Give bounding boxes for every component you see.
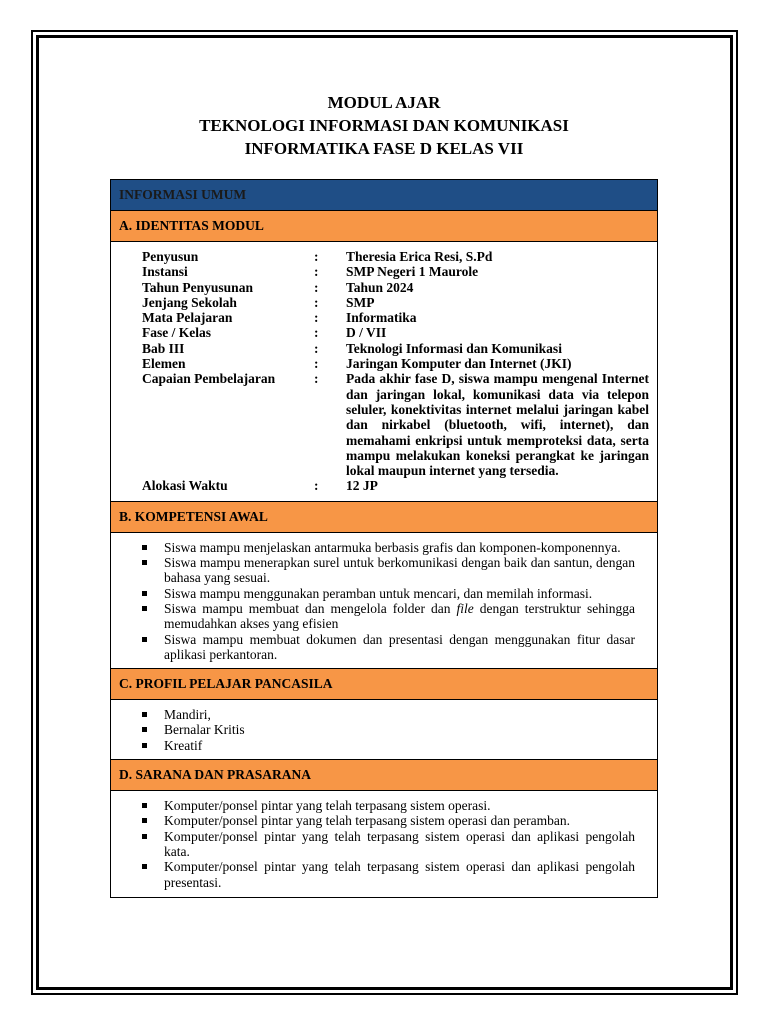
list-item-text-rest: dengan terstruktur sehingga memudahkan akses yang efisien (164, 600, 635, 632)
list-item: Siswa mampu menjelaskan antarmuka berbasis grafis dan komponen-komponennya. (142, 540, 635, 555)
identity-value: SMP Negeri 1 Maurole (346, 264, 479, 280)
list-item (142, 601, 635, 632)
identity-value: D / VII (346, 325, 387, 341)
identity-row-instansi (142, 264, 649, 279)
identity-row-bab (142, 341, 649, 356)
title-line-3: INFORMATIKA FASE D KELAS VII (244, 139, 524, 158)
list-item: Siswa mampu menerapkan surel untuk berkomunikasi dengan baik dan santun, dengan bahasa yang sesuai. (142, 555, 635, 586)
list-item: Mandiri, (142, 707, 635, 722)
identitas-modul-list (111, 242, 657, 502)
identity-value: Tahun 2024 (346, 279, 414, 295)
identity-label: Mata Pelajaran (142, 310, 233, 326)
kompetensi-awal-list (111, 533, 657, 669)
identity-colon: : (314, 249, 319, 264)
list-item-text: Siswa mampu membuat dan mengelola folder dan (164, 600, 457, 616)
identity-label: Capaian Pembelajaran (142, 371, 276, 387)
identity-row-fase (142, 325, 649, 340)
list-item: Kreatif (142, 738, 635, 753)
identity-value: Theresia Erica Resi, S.Pd (346, 249, 493, 264)
identity-row-mapel (142, 310, 649, 325)
identity-row-penyusun (142, 249, 649, 264)
identity-row-jenjang (142, 295, 649, 310)
identity-value: SMP (346, 294, 375, 310)
list-item: Komputer/ponsel pintar yang telah terpasang sistem operasi. (142, 798, 635, 813)
identity-label: Penyusun (142, 249, 199, 264)
identity-value: Informatika (346, 310, 417, 326)
identity-row-tahun (142, 280, 649, 295)
identity-colon: : (314, 264, 319, 280)
section-b-header: B. KOMPETENSI AWAL (111, 502, 657, 533)
identity-colon: : (314, 279, 319, 295)
identity-colon: : (314, 340, 319, 356)
list-item-italic: file (456, 600, 474, 616)
list-item: Komputer/ponsel pintar yang telah terpasang sistem operasi dan aplikasi pengolah presentasi. (142, 859, 635, 890)
identity-value: Pada akhir fase D, siswa mampu mengenal Internet dan jaringan lokal, komunikasi data via telepon seluler, konektivitas internet melalui jaringan kabel dan nirkabel (bluetooth, wifi, internet), dan memahami enkripsi untuk memproteksi data, serta mampu melakukan koneksi perangkat ke jaringan lokal maupun internet yang tersedia. (346, 371, 649, 479)
sarana-prasarana-list (111, 791, 657, 897)
identity-colon: : (314, 371, 319, 387)
identity-label: Bab III (142, 340, 185, 356)
identity-label: Alokasi Waktu (142, 478, 228, 494)
identity-colon: : (314, 294, 319, 310)
identity-colon: : (314, 478, 319, 494)
identity-label: Elemen (142, 356, 186, 372)
title-line-2: TEKNOLOGI INFORMASI DAN KOMUNIKASI (199, 116, 569, 135)
list-item: Komputer/ponsel pintar yang telah terpasang sistem operasi dan aplikasi pengolah kata. (142, 829, 635, 860)
identity-label: Instansi (142, 264, 188, 280)
identity-value: Teknologi Informasi dan Komunikasi (346, 340, 562, 356)
list-item: Siswa mampu membuat dokumen dan presentasi dengan menggunakan fitur dasar aplikasi perkantoran. (142, 632, 635, 663)
list-item: Komputer/ponsel pintar yang telah terpasang sistem operasi dan peramban. (142, 813, 635, 828)
module-table (110, 179, 658, 898)
profil-pelajar-list (111, 700, 657, 760)
list-item: Bernalar Kritis (142, 722, 635, 737)
section-d-header: D. SARANA DAN PRASARANA (111, 760, 657, 791)
section-a-header: A. IDENTITAS MODUL (111, 211, 657, 242)
list-item: Siswa mampu menggunakan peramban untuk mencari, dan memilah informasi. (142, 586, 635, 601)
title-line-1: MODUL AJAR (327, 93, 441, 112)
identity-label: Tahun Penyusunan (142, 279, 253, 295)
identity-label: Fase / Kelas (142, 325, 211, 341)
identity-label: Jenjang Sekolah (142, 294, 237, 310)
informasi-umum-header: INFORMASI UMUM (111, 180, 657, 211)
identity-value: Jaringan Komputer dan Internet (JKI) (346, 356, 572, 372)
document-title (0, 91, 768, 160)
identity-row-elemen (142, 356, 649, 371)
identity-colon: : (314, 310, 319, 326)
section-c-header: C. PROFIL PELAJAR PANCASILA (111, 669, 657, 700)
identity-row-alokasi (142, 478, 649, 493)
identity-row-capaian (142, 371, 649, 478)
identity-colon: : (314, 356, 319, 372)
identity-value: 12 JP (346, 478, 378, 494)
identity-colon: : (314, 325, 319, 341)
